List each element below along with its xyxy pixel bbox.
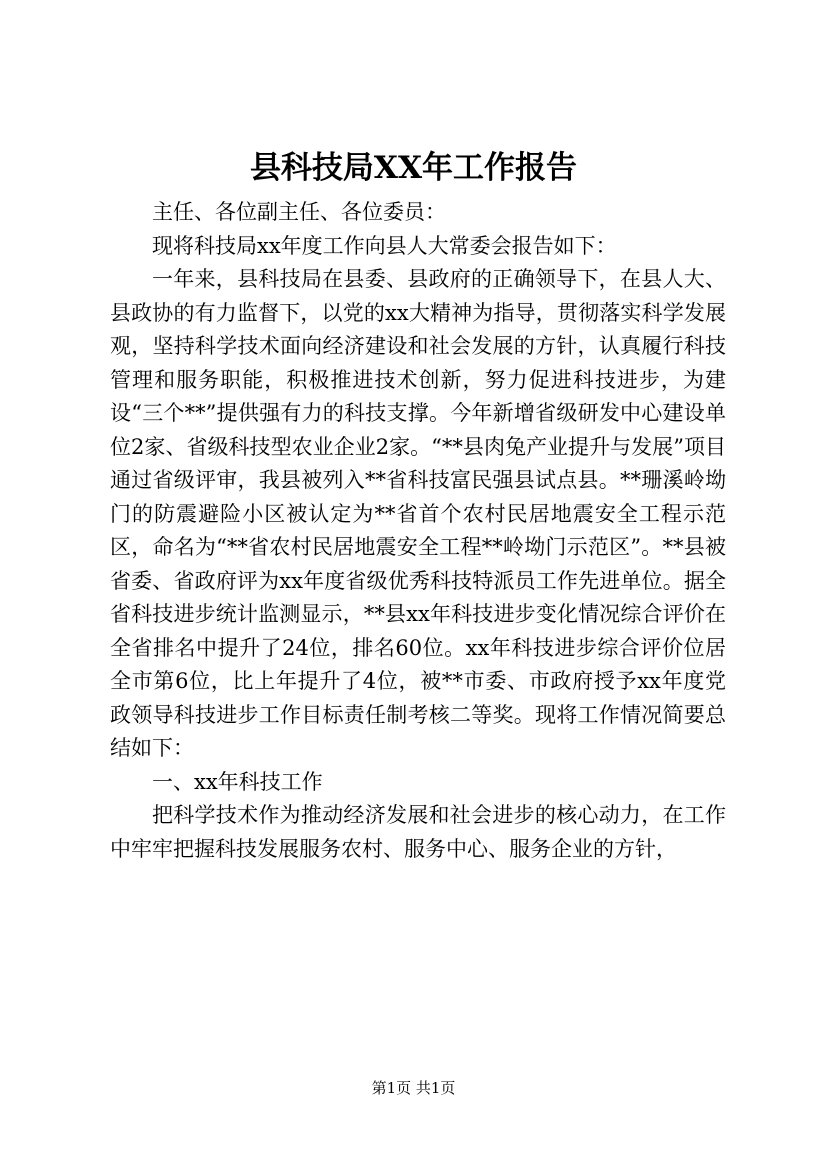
summary-paragraph: 一年来，县科技局在县委、县政府的正确领导下，在县人大、县政协的有力监督下，以党的xx大精神为指导，贯彻落实科学发展观，坚持科学技术面向经济建设和社会发展的方针，认真履行科技管理和服务职能，积极推进技术创新，努力促进科技进步，为建设“三个**”提供强有力的科技支撑。今年新增省级研发中心建设单位2家、省级科技型农业企业2家。“**县肉兔产业提升与发展”项目通过省级评审，我县被列入**省科技富民强县试点县。**珊溪岭坳门的防震避险小区被认定为**省首个农村民居地震安全工程示范区，命名为“**省农村民居地震安全工程**岭坳门示范区”。**县被省委、省政府评为xx年度省级优秀科技特派员工作先进单位。据全省科技进步统计监测显示，**县xx年科技进步变化情况综合评价在全省排名中提升了24位，排名60位。xx年科技进步综合评价位居全市第6位，比上年提升了4位，被**市委、市政府授予xx年度党政领导科技进步工作目标责任制考核二等奖。现将工作情况简要总结如下： xyxy=(110,267,726,760)
document-body xyxy=(110,196,726,866)
page-title: 县科技局XX年工作报告 xyxy=(249,150,578,186)
salutation-paragraph: 主任、各位副主任、各位委员： xyxy=(152,200,446,224)
intro-paragraph: 现将科技局xx年度工作向县人大常委会报告如下： xyxy=(152,233,617,258)
section-paragraph: 把科学技术作为推动经济发展和社会进步的核心动力，在工作中牢牢把握科技发展服务农村、服务中心、服务企业的方针， xyxy=(110,803,726,861)
section-heading: 一、xx年科技工作 xyxy=(152,769,323,794)
page-footer: 第1页 共1页 xyxy=(371,1079,456,1097)
